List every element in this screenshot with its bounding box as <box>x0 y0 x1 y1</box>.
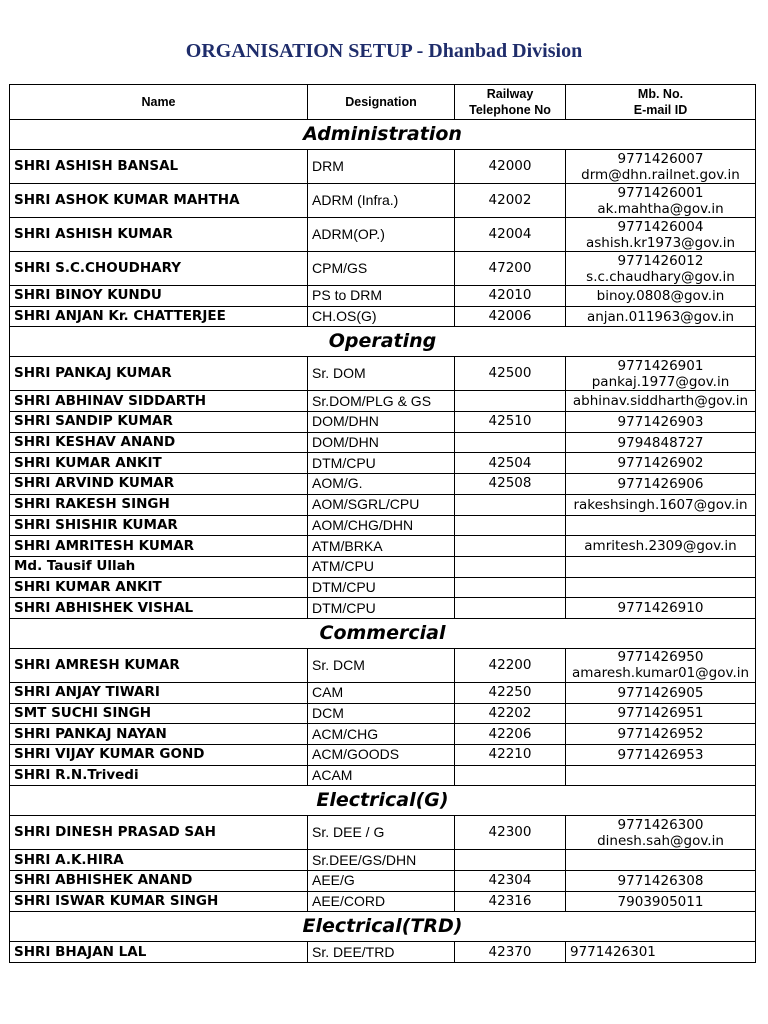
header-telephone <box>455 85 566 120</box>
section-row <box>10 786 756 816</box>
section-row <box>10 120 756 150</box>
table-row <box>10 412 756 433</box>
cell-telephone: 42250 <box>455 682 566 703</box>
cell-designation: ACM/GOODS <box>308 745 455 766</box>
cell-name: SHRI AMRITESH KUMAR <box>10 536 308 557</box>
cell-mobile-email <box>566 306 756 327</box>
cell-telephone: 47200 <box>455 252 566 286</box>
cell-mobile-email <box>566 453 756 474</box>
table-row <box>10 391 756 412</box>
table-row <box>10 577 756 598</box>
cell-mobile-email <box>566 474 756 495</box>
cell-telephone: 42316 <box>455 891 566 912</box>
email-id: drm@dhn.railnet.gov.in <box>581 166 740 183</box>
cell-telephone <box>455 515 566 536</box>
cell-name: SHRI AMRESH KUMAR <box>10 648 308 682</box>
cell-name: SHRI ANJAN Kr. CHATTERJEE <box>10 306 308 327</box>
cell-mobile-email <box>566 871 756 892</box>
cell-mobile-email <box>566 682 756 703</box>
cell-name: SHRI ABHISHEK VISHAL <box>10 598 308 619</box>
mobile-number: 9771426901 <box>617 357 704 374</box>
mobile-number: 9771426300 <box>617 816 704 833</box>
cell-mobile-email <box>566 432 756 453</box>
cell-name: SHRI ASHOK KUMAR MAHTHA <box>10 184 308 218</box>
cell-name: SHRI RAKESH SINGH <box>10 494 308 515</box>
cell-mobile-email <box>566 703 756 724</box>
cell-name: SHRI BINOY KUNDU <box>10 286 308 307</box>
table-row <box>10 150 756 184</box>
cell-mobile-email <box>566 850 756 871</box>
mobile-number: 9771426903 <box>617 413 704 430</box>
cell-telephone: 42370 <box>455 942 566 963</box>
cell-designation: ADRM(OP.) <box>308 218 455 252</box>
mobile-number: 9771426953 <box>617 746 704 763</box>
email-id: abhinav.siddharth@gov.in <box>572 393 749 410</box>
table-row <box>10 536 756 557</box>
section-title: Administration <box>10 120 756 150</box>
cell-name: SHRI KESHAV ANAND <box>10 432 308 453</box>
cell-telephone <box>455 850 566 871</box>
table-row <box>10 515 756 536</box>
cell-name: SHRI SANDIP KUMAR <box>10 412 308 433</box>
header-telephone-line1: Railway <box>486 87 534 101</box>
cell-telephone <box>455 536 566 557</box>
cell-name: Md. Tausif Ullah <box>10 556 308 577</box>
cell-designation: Sr. DOM <box>308 357 455 391</box>
section-title: Electrical(TRD) <box>10 912 756 942</box>
cell-mobile-email <box>566 412 756 433</box>
cell-designation: DOM/DHN <box>308 412 455 433</box>
header-name: Name <box>10 85 308 120</box>
cell-designation: ADRM (Infra.) <box>308 184 455 218</box>
table-row <box>10 184 756 218</box>
header-designation: Designation <box>308 85 455 120</box>
cell-name: SHRI ASHISH BANSAL <box>10 150 308 184</box>
mobile-number: 9771426950 <box>617 649 704 666</box>
cell-designation: DTM/CPU <box>308 598 455 619</box>
cell-designation: Sr.DEE/GS/DHN <box>308 850 455 871</box>
cell-name: SHRI ISWAR KUMAR SINGH <box>10 891 308 912</box>
email-id: anjan.011963@gov.in <box>586 308 735 325</box>
cell-mobile-email <box>566 184 756 218</box>
section-row <box>10 912 756 942</box>
cell-name: SHRI KUMAR ANKIT <box>10 577 308 598</box>
cell-designation: Sr. DEE/TRD <box>308 942 455 963</box>
table-row <box>10 357 756 391</box>
mobile-number: 9794848727 <box>617 434 704 451</box>
cell-mobile-email <box>566 765 756 786</box>
cell-name: SHRI VIJAY KUMAR GOND <box>10 745 308 766</box>
cell-name: SHRI ANJAY TIWARI <box>10 682 308 703</box>
table-row <box>10 494 756 515</box>
cell-designation: PS to DRM <box>308 286 455 307</box>
cell-telephone: 42500 <box>455 357 566 391</box>
cell-telephone <box>455 432 566 453</box>
section-row <box>10 618 756 648</box>
header-mobile-email <box>566 85 756 120</box>
table-row <box>10 648 756 682</box>
table-row <box>10 891 756 912</box>
table-body <box>10 85 756 963</box>
cell-mobile-email <box>566 252 756 286</box>
table-row <box>10 432 756 453</box>
email-id: amaresh.kumar01@gov.in <box>571 665 750 682</box>
table-row <box>10 871 756 892</box>
table-row <box>10 453 756 474</box>
cell-telephone <box>455 391 566 412</box>
section-row <box>10 327 756 357</box>
cell-telephone <box>455 494 566 515</box>
cell-mobile-email <box>566 357 756 391</box>
header-row <box>10 85 756 120</box>
cell-mobile-email <box>566 942 756 963</box>
mobile-number: 7903905011 <box>617 893 704 910</box>
mobile-number: 9771426951 <box>617 705 704 722</box>
cell-name: SHRI R.N.Trivedi <box>10 765 308 786</box>
table-row <box>10 816 756 850</box>
cell-mobile-email <box>566 577 756 598</box>
email-id: s.c.chaudhary@gov.in <box>586 268 735 285</box>
mobile-number: 9771426906 <box>617 475 704 492</box>
cell-designation: Sr. DEE / G <box>308 816 455 850</box>
cell-mobile-email <box>566 816 756 850</box>
cell-designation: DCM <box>308 703 455 724</box>
table-row <box>10 474 756 495</box>
cell-name: SHRI ABHISHEK ANAND <box>10 871 308 892</box>
table-row <box>10 306 756 327</box>
table-row <box>10 724 756 745</box>
cell-designation: ACAM <box>308 765 455 786</box>
cell-mobile-email <box>566 218 756 252</box>
table-row <box>10 745 756 766</box>
cell-telephone: 42002 <box>455 184 566 218</box>
cell-name: SHRI A.K.HIRA <box>10 850 308 871</box>
cell-designation: DRM <box>308 150 455 184</box>
email-id: dinesh.sah@gov.in <box>597 832 724 849</box>
cell-mobile-email <box>566 536 756 557</box>
mobile-number: 9771426952 <box>617 726 704 743</box>
cell-telephone: 42508 <box>455 474 566 495</box>
cell-designation: CPM/GS <box>308 252 455 286</box>
mobile-number: 9771426001 <box>617 184 704 201</box>
email-id: binoy.0808@gov.in <box>596 287 725 304</box>
cell-telephone: 42304 <box>455 871 566 892</box>
cell-designation: AEE/G <box>308 871 455 892</box>
cell-mobile-email <box>566 556 756 577</box>
cell-telephone: 42206 <box>455 724 566 745</box>
table-row <box>10 703 756 724</box>
cell-telephone <box>455 577 566 598</box>
email-id: pankaj.1977@gov.in <box>591 373 730 390</box>
header-mobile-line1: Mb. No. <box>637 87 684 101</box>
cell-designation: ATM/BRKA <box>308 536 455 557</box>
cell-designation: AEE/CORD <box>308 891 455 912</box>
cell-telephone: 42300 <box>455 816 566 850</box>
header-telephone-line2: Telephone No <box>469 103 551 117</box>
table-row <box>10 598 756 619</box>
cell-name: SHRI PANKAJ KUMAR <box>10 357 308 391</box>
cell-telephone: 42504 <box>455 453 566 474</box>
organisation-table <box>9 84 756 963</box>
cell-telephone: 42202 <box>455 703 566 724</box>
table-row <box>10 252 756 286</box>
table-row <box>10 942 756 963</box>
table-row <box>10 218 756 252</box>
email-id: rakeshsingh.1607@gov.in <box>573 496 748 513</box>
mobile-number: 9771426012 <box>617 252 704 269</box>
table-row <box>10 286 756 307</box>
cell-designation: Sr. DCM <box>308 648 455 682</box>
cell-mobile-email <box>566 745 756 766</box>
cell-name: SHRI S.C.CHOUDHARY <box>10 252 308 286</box>
mobile-number: 9771426007 <box>617 150 704 167</box>
header-mobile-line2: E-mail ID <box>633 103 688 117</box>
email-id: ak.mahtha@gov.in <box>597 200 724 217</box>
mobile-number: 9771426308 <box>617 872 704 889</box>
cell-telephone <box>455 556 566 577</box>
cell-name: SHRI PANKAJ NAYAN <box>10 724 308 745</box>
mobile-number: 9771426905 <box>617 684 704 701</box>
section-title: Operating <box>10 327 756 357</box>
cell-mobile-email <box>566 515 756 536</box>
table-row <box>10 682 756 703</box>
cell-telephone <box>455 765 566 786</box>
cell-telephone: 42200 <box>455 648 566 682</box>
cell-name: SMT SUCHI SINGH <box>10 703 308 724</box>
cell-telephone: 42004 <box>455 218 566 252</box>
table-row <box>10 850 756 871</box>
cell-name: SHRI BHAJAN LAL <box>10 942 308 963</box>
mobile-number: 9771426301 <box>570 944 656 961</box>
cell-mobile-email <box>566 391 756 412</box>
cell-telephone: 42010 <box>455 286 566 307</box>
cell-telephone: 42006 <box>455 306 566 327</box>
cell-designation: AOM/CHG/DHN <box>308 515 455 536</box>
section-title: Electrical(G) <box>10 786 756 816</box>
mobile-number: 9771426004 <box>617 218 704 235</box>
cell-designation: CH.OS(G) <box>308 306 455 327</box>
cell-name: SHRI ASHISH KUMAR <box>10 218 308 252</box>
cell-mobile-email <box>566 494 756 515</box>
email-id: ashish.kr1973@gov.in <box>585 234 736 251</box>
cell-telephone: 42000 <box>455 150 566 184</box>
cell-designation: DTM/CPU <box>308 577 455 598</box>
cell-mobile-email <box>566 598 756 619</box>
cell-designation: DOM/DHN <box>308 432 455 453</box>
cell-designation: AOM/G. <box>308 474 455 495</box>
cell-mobile-email <box>566 891 756 912</box>
table-row <box>10 765 756 786</box>
cell-designation: CAM <box>308 682 455 703</box>
section-title: Commercial <box>10 618 756 648</box>
cell-telephone <box>455 598 566 619</box>
cell-name: SHRI ARVIND KUMAR <box>10 474 308 495</box>
cell-telephone: 42210 <box>455 745 566 766</box>
cell-designation: ATM/CPU <box>308 556 455 577</box>
cell-name: SHRI KUMAR ANKIT <box>10 453 308 474</box>
mobile-number: 9771426902 <box>617 455 704 472</box>
document-title: ORGANISATION SETUP - Dhanbad Division <box>185 40 583 62</box>
cell-mobile-email <box>566 648 756 682</box>
cell-designation: Sr.DOM/PLG & GS <box>308 391 455 412</box>
email-id: amritesh.2309@gov.in <box>584 538 737 555</box>
cell-name: SHRI SHISHIR KUMAR <box>10 515 308 536</box>
cell-mobile-email <box>566 724 756 745</box>
cell-name: SHRI ABHINAV SIDDARTH <box>10 391 308 412</box>
mobile-number: 9771426910 <box>617 600 704 617</box>
cell-designation: ACM/CHG <box>308 724 455 745</box>
cell-name: SHRI DINESH PRASAD SAH <box>10 816 308 850</box>
cell-mobile-email <box>566 286 756 307</box>
cell-mobile-email <box>566 150 756 184</box>
cell-designation: AOM/SGRL/CPU <box>308 494 455 515</box>
cell-designation: DTM/CPU <box>308 453 455 474</box>
table-row <box>10 556 756 577</box>
cell-telephone: 42510 <box>455 412 566 433</box>
